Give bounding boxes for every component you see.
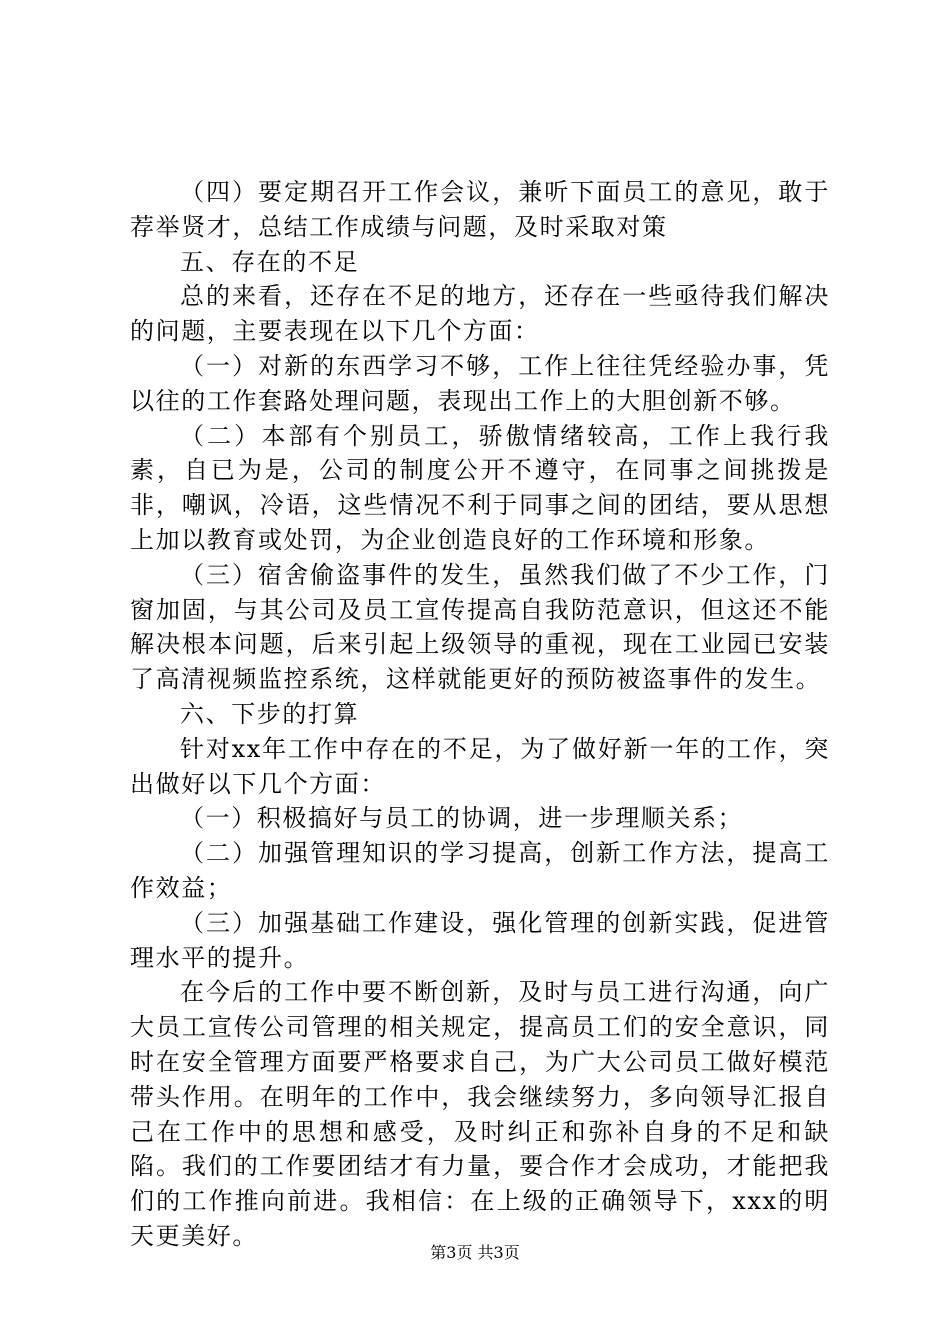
section-heading-next-plans: 六、下步的打算	[180, 699, 360, 728]
paragraph-plans-intro: 针对xx年工作中存在的不足，为了做好新一年的工作，突出做好以下几个方面：	[130, 734, 830, 798]
paragraph-shortcoming-1: （一）对新的东西学习不够，工作上往往凭经验办事，凭以往的工作套路处理问题，表现出工作上的大胆创新不够。	[130, 351, 830, 415]
page-number-label: 第3页 共3页	[430, 1243, 520, 1262]
document-body	[130, 175, 830, 1254]
paragraph-shortcoming-3: （三）宿舍偷盗事件的发生，虽然我们做了不少工作，门窗加固，与其公司及员工宣传提高自我防范意识，但这还不能解决根本问题，后来引起上级领导的重视，现在工业园已安装了高清视频监控系统，这样就能更好的预防被盗事件的发生。	[130, 560, 830, 694]
paragraph-conclusion: 在今后的工作中要不断创新，及时与员工进行沟通，向广大员工宣传公司管理的相关规定，提高员工们的安全意识，同时在安全管理方面要严格要求自己，为广大公司员工做好模范带头作用。在明年的工作中，我会继续努力，多向领导汇报自己在工作中的思想和感受，及时纠正和弥补自身的不足和缺陷。我们的工作要团结才有力量，要合作才会成功，才能把我们的工作推向前进。我相信：在上级的正确领导下，xxx的明天更美好。	[130, 978, 830, 1250]
page-footer	[0, 1243, 950, 1263]
paragraph-plan-3: （三）加强基础工作建设，强化管理的创新实践，促进管理水平的提升。	[130, 908, 830, 972]
paragraph-shortcoming-2: （二）本部有个别员工，骄傲情绪较高，工作上我行我素，自已为是，公司的制度公开不遵守，在同事之间挑拨是非，嘲讽，冷语，这些情况不利于同事之间的团结，要从思想上加以教育或处罚，为企业创造良好的工作环境和形象。	[130, 421, 830, 554]
paragraph-plan-1: （一）积极搞好与员工的协调，进一步理顺关系；	[180, 804, 744, 833]
paragraph-item-4-measures: （四）要定期召开工作会议，兼听下面员工的意见，敢于荐举贤才，总结工作成绩与问题，及时采取对策	[130, 178, 830, 241]
paragraph-shortcomings-intro: 总的来看，还存在不足的地方，还存在一些亟待我们解决的问题，主要表现在以下几个方面：	[130, 282, 830, 346]
section-heading-shortcomings: 五、存在的不足	[180, 247, 360, 276]
paragraph-plan-2: （二）加强管理知识的学习提高，创新工作方法，提高工作效益；	[130, 839, 830, 902]
